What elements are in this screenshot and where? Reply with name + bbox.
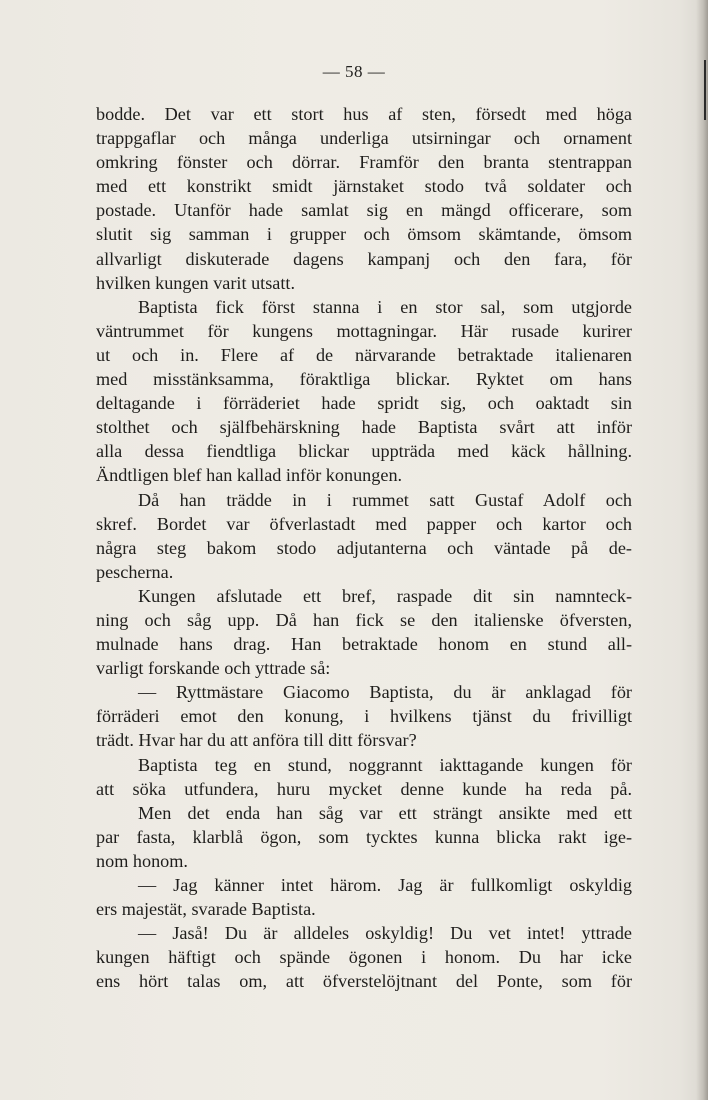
text-line: — Jag känner intet härom. Jag är fullkomligt oskyldig — [138, 875, 632, 895]
text-line: varligt forskande och yttrade så: — [96, 658, 331, 679]
text-line: omkring fönster och dörrar. Framför den branta stentrappan — [96, 152, 632, 173]
text-line: trappgaflar och många underliga utsirningar och ornament — [96, 128, 632, 149]
page-text-body — [96, 102, 632, 993]
page-spine-shadow — [696, 0, 708, 1100]
text-line: ning och såg upp. Då han fick se den italienske öfversten, — [96, 609, 632, 630]
text-line: förräderi emot den konung, i hvilkens tjänst du frivilligt — [96, 706, 632, 727]
text-line: Då han trädde in i rummet satt Gustaf Adolf och — [138, 489, 632, 510]
text-line: Men det enda han såg var ett strängt ansikte med ett — [138, 802, 632, 823]
text-line: alla dessa fiendtliga blickar uppträda med käck hållning. — [96, 441, 632, 462]
text-line: ers majestät, svarade Baptista. — [96, 899, 316, 920]
text-line: deltagande i förräderiet hade spridt sig, och oaktadt sin — [96, 393, 632, 414]
text-line: Ändtligen blef han kallad inför konungen. — [96, 465, 403, 486]
text-line: skref. Bordet var öfverlastadt med papper och kartor och — [96, 513, 632, 534]
text-line: några steg bakom stodo adjutanterna och väntade på de- — [96, 537, 632, 558]
text-line: väntrummet för kungens mottagningar. Här rusade kurirer — [96, 320, 632, 341]
text-line: slutit sig samman i grupper och ömsom skämtande, ömsom — [96, 224, 632, 245]
text-line: postade. Utanför hade samlat sig en mängd officerare, som — [96, 200, 632, 221]
text-line: bodde. Det var ett stort hus af sten, försedt med höga — [96, 104, 632, 124]
text-line: pescherna. — [96, 561, 174, 582]
text-line: ens hört talas om, att öfverstelöjtnant del Ponte, som för — [96, 971, 632, 992]
text-line: kungen häftigt och spände ögonen i honom. Du har icke — [96, 947, 632, 968]
text-line: par fasta, klarblå ögon, som tycktes kunna blicka rakt ige- — [96, 826, 632, 847]
page-number: — 58 — — [322, 62, 386, 81]
text-line: allvarligt diskuterade dagens kampanj och den fara, för — [96, 248, 632, 269]
text-line: hvilken kungen varit utsatt. — [96, 272, 296, 293]
text-line: — Jaså! Du är alldeles oskyldig! Du vet intet! yttrade — [138, 923, 632, 944]
text-line: med misstänksamma, föraktliga blickar. Ryktet om hans — [96, 369, 632, 390]
text-line: med ett konstrikt smidt järnstaket stodo två soldater och — [96, 176, 632, 197]
text-line: stolthet och själfbehärskning hade Baptista svårt att inför — [96, 417, 632, 438]
text-line: mulnade hans drag. Han betraktade honom en stund all- — [96, 634, 632, 655]
text-line: Kungen afslutade ett bref, raspade dit sin namnteck- — [138, 585, 632, 606]
text-line: Baptista teg en stund, noggrannt iakttagande kungen för — [138, 754, 632, 775]
text-line: nom honom. — [96, 850, 188, 871]
text-line: — Ryttmästare Giacomo Baptista, du är anklagad för — [138, 682, 632, 703]
text-line: ut och in. Flere af de närvarande betraktade italienaren — [96, 344, 632, 365]
text-line: Baptista fick först stanna i en stor sal, som utgjorde — [138, 296, 632, 317]
text-line: trädt. Hvar har du att anföra till ditt försvar? — [96, 730, 417, 751]
text-line: att söka utfundera, huru mycket denne kunde ha reda på. — [96, 778, 632, 799]
